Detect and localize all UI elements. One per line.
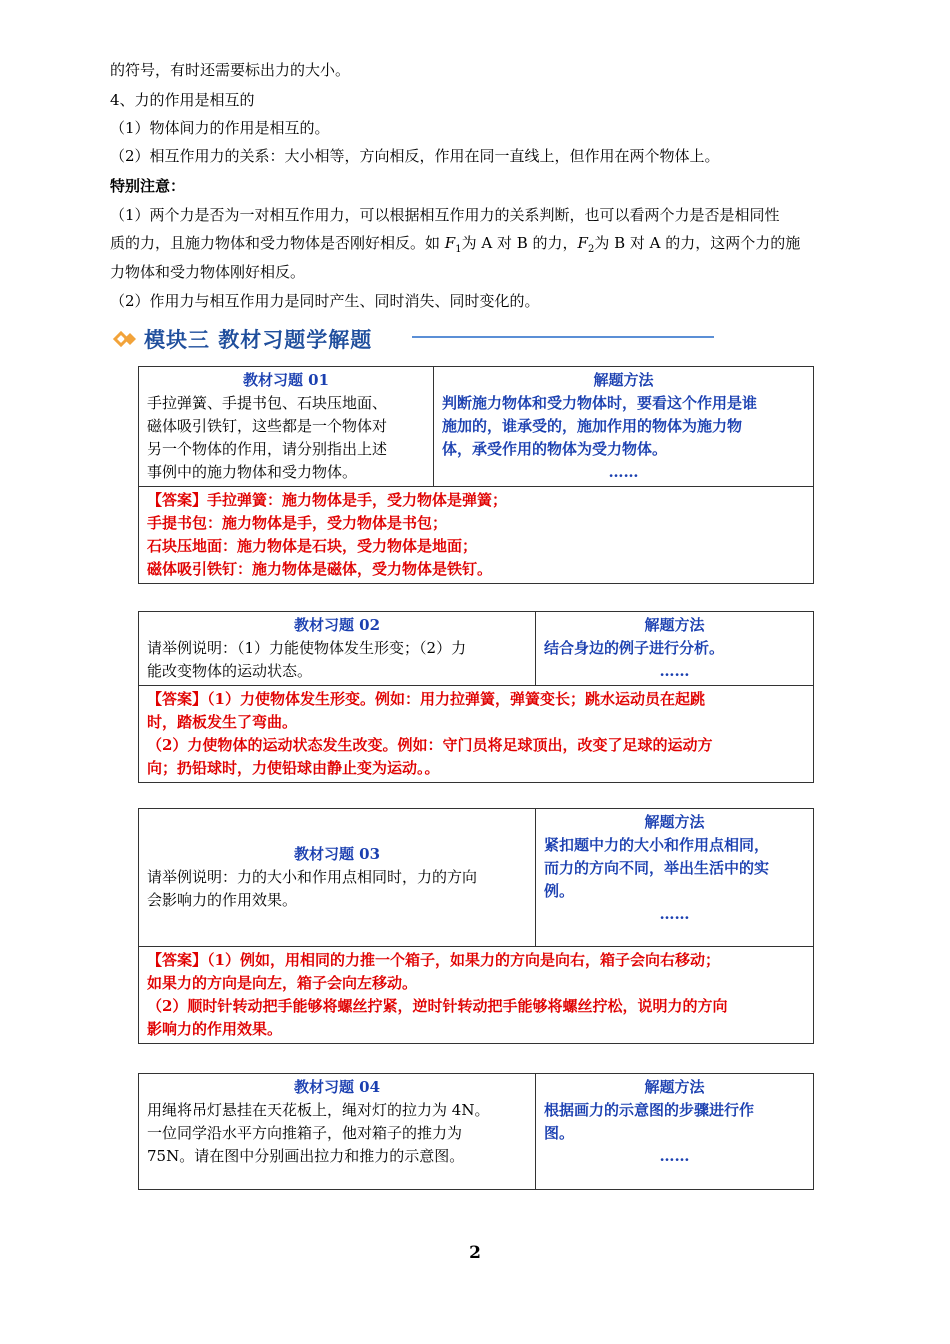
note-2: （2）作用力与相互作用力是同时产生、同时消失、同时变化的。 <box>110 292 540 310</box>
intro-line-4: （2）相互作用力的关系：大小相等，方向相反，作用在同一直线上，但作用在两个物体上。 <box>110 147 720 165</box>
section-heading-text: 模块三 教材习题学解题 <box>144 328 373 352</box>
question-line: 请举例说明：力的大小和作用点相同时，力的方向 <box>147 868 478 886</box>
method-ellipsis: …… <box>659 905 690 923</box>
method-line: 紧扣题中力的大小和作用点相同， <box>544 836 770 854</box>
exercise-title: 教材习题 03 <box>293 845 381 863</box>
method-title: 解题方法 <box>644 1078 705 1096</box>
question-line: 手拉弹簧、手提书包、石块压地面、 <box>147 394 388 412</box>
method-ellipsis: …… <box>659 662 690 680</box>
page-number: 2 <box>469 1243 481 1263</box>
question-line: 会影响力的作用效果。 <box>147 891 298 909</box>
question-line: 另一个物体的作用，请分别指出上述 <box>147 440 388 458</box>
answer-line: 石块压地面：施力物体是石块，受力物体是地面； <box>147 537 478 555</box>
method-ellipsis: …… <box>659 1147 690 1165</box>
answer-line: 影响力的作用效果。 <box>147 1020 283 1038</box>
answer-line: 向；扔铅球时，力使铅球由静止变为运动。。 <box>147 759 440 777</box>
question-line: 用绳将吊灯悬挂在天花板上，绳对灯的拉力为 4N。 <box>147 1101 490 1119</box>
intro-line-1: 的符号，有时还需要标出力的大小。 <box>110 61 351 79</box>
method-line: 根据画力的示意图的步骤进行作 <box>544 1101 755 1119</box>
intro-line-3: （1）物体间力的作用是相互的。 <box>110 119 330 137</box>
answer-line: 手提书包：施力物体是手，受力物体是书包； <box>147 514 448 532</box>
note-title: 特别注意： <box>110 177 186 195</box>
exercise-title: 教材习题 01 <box>242 371 330 389</box>
exercise-title: 教材习题 04 <box>293 1078 381 1096</box>
answer-line: （2）力使物体的运动状态发生改变。例如：守门员将足球顶出，改变了足球的运动方 <box>147 736 713 754</box>
method-line: 施加的，谁承受的，施加作用的物体为施力物 <box>442 417 743 435</box>
method-ellipsis: …… <box>608 463 639 481</box>
question-line: 事例中的施力物体和受力物体。 <box>147 463 358 481</box>
method-line: 图。 <box>544 1124 575 1142</box>
answer-line: 【答案】（1）例如，用相同的力推一个箱子，如果力的方向是向右，箱子会向右移动； <box>147 951 720 969</box>
note-1-a: （1）两个力是否为一对相互作用力，可以根据相互作用力的关系判断，也可以看两个力是否是相同性 <box>110 206 780 224</box>
method-title: 解题方法 <box>644 616 705 634</box>
note-1-c: 力物体和受力物体刚好相反。 <box>110 263 306 281</box>
exercise-table-02 <box>138 611 814 783</box>
force-symbol: F <box>444 234 456 252</box>
section-heading <box>112 322 372 356</box>
method-title: 解题方法 <box>593 371 654 389</box>
exercise-table-04 <box>138 1073 814 1190</box>
answer-line: 【答案】手拉弹簧：施力物体是手，受力物体是弹簧； <box>147 491 508 509</box>
question-line: 能改变物体的运动状态。 <box>147 662 313 680</box>
double-diamond-icon <box>112 325 140 353</box>
answer-line: 【答案】（1）力使物体发生形变。例如：用力拉弹簧，弹簧变长；跳水运动员在起跳 <box>147 690 705 708</box>
heading-rule <box>412 336 714 338</box>
answer-line: （2）顺时针转动把手能够将螺丝拧紧，逆时针转动把手能够将螺丝拧松，说明力的方向 <box>147 997 728 1015</box>
question-line: 一位同学沿水平方向推箱子，他对箱子的推力为 <box>147 1124 463 1142</box>
answer-line: 磁体吸引铁钉：施力物体是磁体，受力物体是铁钉。 <box>147 560 493 578</box>
intro-line-2: 4、力的作用是相互的 <box>110 91 255 109</box>
question-line: 磁体吸引铁钉，这些都是一个物体对 <box>147 417 388 435</box>
method-line: 结合身边的例子进行分析。 <box>544 639 725 657</box>
method-line: 判断施力物体和受力物体时，要看这个作用是谁 <box>442 394 758 412</box>
exercise-table-01 <box>138 366 814 584</box>
exercise-title: 教材习题 02 <box>293 616 381 634</box>
method-line: 体，承受作用的物体为受力物体。 <box>442 440 668 458</box>
method-line: 例。 <box>544 882 575 900</box>
force-symbol: F <box>577 234 588 252</box>
question-line: 75N。请在图中分别画出拉力和推力的示意图。 <box>147 1147 465 1165</box>
answer-line: 如果力的方向是向左，箱子会向左移动。 <box>147 974 418 992</box>
answer-line: 时，踏板发生了弯曲。 <box>147 713 298 731</box>
exercise-table-03 <box>138 808 814 1044</box>
method-line: 而力的方向不同，举出生活中的实 <box>544 859 770 877</box>
question-line: 请举例说明：（1）力能使物体发生形变；（2）力 <box>147 639 467 657</box>
method-title: 解题方法 <box>644 813 705 831</box>
note-1-b: 质的力，且施力物体和受力物体是否刚好相反。如 $F_1$为 A 对 B 的力，$F_2$为 B 对 A 的力，这两个力的施 <box>110 234 801 255</box>
